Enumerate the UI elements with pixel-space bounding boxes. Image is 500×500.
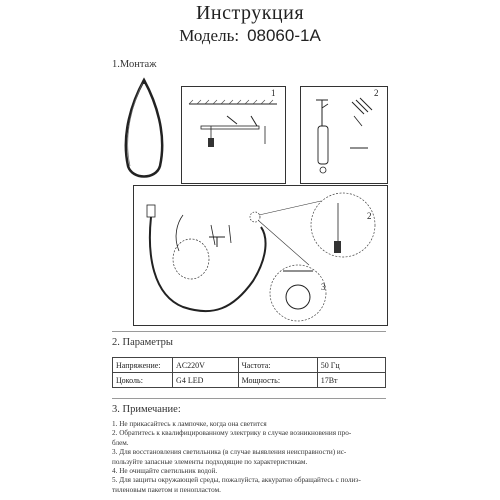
note-line: 5. Для защиты окружающей среды, пожалуйста, аккуратно обращайтесь с полиэ-: [112, 476, 361, 485]
step2-panel: [300, 86, 388, 184]
note-line: 2. Обратитесь к квалифицированному электрику в случае возникновения про-: [112, 429, 352, 438]
table-cell: Напряжение:: [113, 358, 173, 373]
table-row: [113, 358, 386, 373]
note-line: пользуйте запасные элементы подходящие по характеристикам.: [112, 457, 308, 466]
detail-badge-2: 2: [367, 211, 372, 221]
model-line: [0, 26, 500, 46]
note-line: блем.: [112, 438, 129, 447]
product-sketch: [118, 74, 170, 186]
model-value: 08060-1A: [247, 26, 321, 45]
notes-list: [112, 420, 392, 495]
table-cell: 50 Гц: [317, 358, 385, 373]
step2-badge: 2: [374, 88, 379, 98]
document-title: Инструкция: [195, 2, 305, 24]
table-row: [113, 373, 386, 388]
table-cell: Мощность:: [238, 373, 317, 388]
section-notes-title: 3. Примечание:: [112, 404, 181, 415]
note-line: тиленовым пакетом и пенопластом.: [112, 485, 221, 494]
section-params-title: 2. Параметры: [112, 337, 173, 348]
step1-badge: 1: [271, 88, 276, 98]
step3-panel: [133, 185, 388, 326]
divider: [112, 331, 386, 332]
divider: [112, 398, 386, 399]
table-cell: Цоколь:: [113, 373, 173, 388]
section-mounting-title: 1.Монтаж: [112, 59, 157, 70]
note-line: 4. Не очищайте светильник водой.: [112, 467, 218, 476]
step1-panel: [181, 86, 286, 184]
note-line: 3. Для восстановления светильника (в случае выявления неисправности) ис-: [112, 448, 347, 457]
note-line: 1. Не прикасайтесь к лампочке, когда она светится: [112, 420, 267, 428]
table-cell: Частота:: [238, 358, 317, 373]
table-cell: G4 LED: [173, 373, 239, 388]
table-cell: 17Вт: [317, 373, 385, 388]
table-cell: AC220V: [173, 358, 239, 373]
params-table: [112, 357, 386, 388]
detail-badge-3: 3: [321, 282, 326, 292]
model-label: Модель:: [179, 26, 240, 45]
